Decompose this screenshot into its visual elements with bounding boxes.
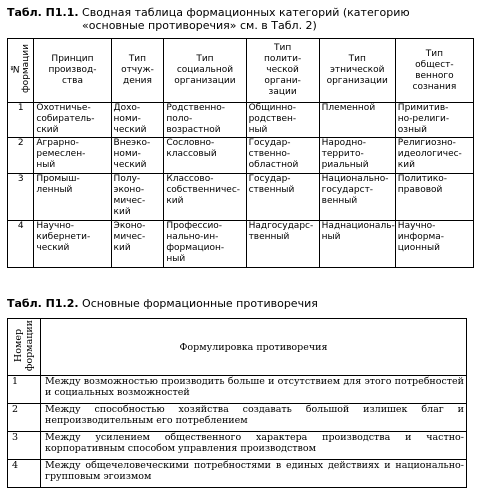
header-social-consciousness: Тип общест- венного сознания [395,39,473,103]
table2-header-row [8,319,467,376]
cell-contradiction: Между возможностью производить больше и отсутствием для этого потребностей и социальных возможностей [41,376,467,404]
cell: Аграрно- ремеслен- ный [34,138,111,174]
table2-caption-text: Основные формационные противоречия [78,297,318,310]
cell: Внеэко- номи- ческий [111,138,164,174]
table-row [8,174,474,221]
cell-formation-number: 2 [8,138,34,174]
cell: Наднациональ- ный [319,221,395,268]
table-row [8,460,467,488]
formation-contradictions-table [7,318,467,488]
header-alienation-type: Тип отчуж- дения [111,39,164,103]
cell-formation-number: 3 [8,432,41,460]
cell: Эконо- мичес- кий [111,221,164,268]
header-formation-number: № формации [8,39,34,103]
cell-formation-number: 4 [8,221,34,268]
cell: Надгосударс- твенный [246,221,319,268]
table1-caption-line2: «основные противоречия» см. в Табл. 2) [82,19,317,32]
table-row [8,376,467,404]
table1-caption-line1: Сводная таблица формационных категорий (категорию [78,6,410,19]
cell: Полу- эконо- мичес- кий [111,174,164,221]
table-row [8,221,474,268]
header-social-organization: Тип социальной организации [164,39,246,103]
cell: Промыш- ленный [34,174,111,221]
cell-formation-number: 2 [8,404,41,432]
cell: Сословно- классовый [164,138,246,174]
cell-formation-number: 1 [8,103,34,138]
cell: Государ- ственно- областной [246,138,319,174]
cell: Народно- террито- риальный [319,138,395,174]
cell-contradiction: Между усилением общественного характера производства и частно-корпоративным способом управления производством [41,432,467,460]
cell: Научно- информа- ционный [395,221,473,268]
cell: Религиозно- идеологичес- кий [395,138,473,174]
table1-caption [7,6,472,32]
table1-label: Табл. П1.1. [7,6,79,19]
cell: Профессио- нально-ин- формацион- ный [164,221,246,268]
cell: Охотничье- собиратель- ский [34,103,111,138]
table2-caption [7,297,472,310]
cell: Племенной [319,103,395,138]
cell-formation-number: 4 [8,460,41,488]
cell: Родственно- поло- возрастной [164,103,246,138]
cell-formation-number: 1 [8,376,41,404]
cell: Государ- ственный [246,174,319,221]
table-row [8,103,474,138]
cell: Научно- кибернети- ческий [34,221,111,268]
table-row [8,138,474,174]
table1-header-row [8,39,474,103]
header-formation-number: Номер формации [8,319,41,376]
cell: Политико- правовой [395,174,473,221]
table-row [8,432,467,460]
cell: Национально- государст- венный [319,174,395,221]
table-row [8,404,467,432]
cell-contradiction: Между способностью хозяйства создавать большой излишек благ и непроизводительным его потреблением [41,404,467,432]
header-production-principle: Принцип производ- ства [34,39,111,103]
header-political-organization: Тип полити- ческой органи- зации [246,39,319,103]
cell: Примитив- но-религи- озный [395,103,473,138]
header-contradiction-wording: Формулировка противоречия [41,319,467,376]
cell-contradiction: Между общечеловеческими потребностями в единых действиях и национально-групповым эгоизмом [41,460,467,488]
cell: Классово- собственничес- кий [164,174,246,221]
cell-formation-number: 3 [8,174,34,221]
cell: Общинно- родствен- ный [246,103,319,138]
header-ethnic-organization: Тип этнической организации [319,39,395,103]
table2-label: Табл. П1.2. [7,297,79,310]
formation-categories-table [7,38,474,268]
cell: Дохо- номи- ческий [111,103,164,138]
